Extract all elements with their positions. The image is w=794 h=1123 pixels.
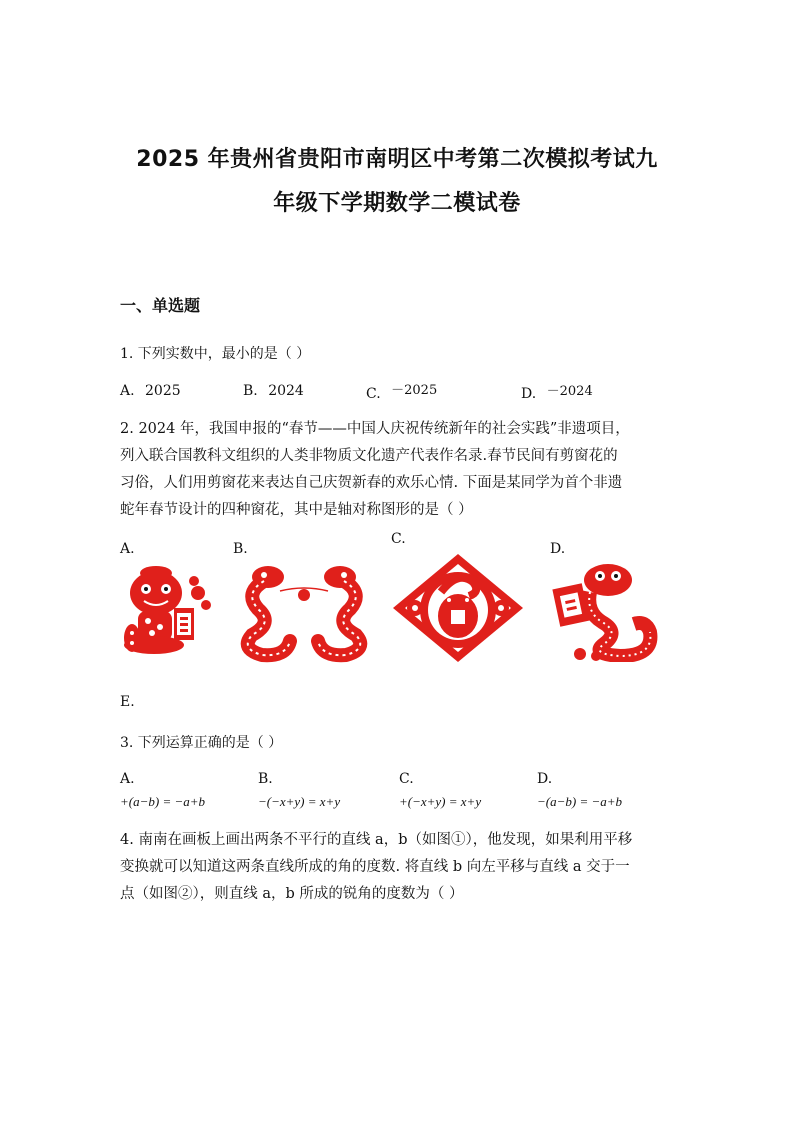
document-title xyxy=(100,138,694,226)
title-line-1: 2025 年贵州省贵阳市南明区中考第二次模拟考试九 xyxy=(136,147,658,172)
q3-option-a-label: A. xyxy=(120,771,135,787)
q1-option-b: B. 2024 xyxy=(243,383,304,399)
twin-snakes-papercut-icon xyxy=(234,563,374,663)
q3-option-b-label: B. xyxy=(258,771,273,787)
q3-option-d-label: D. xyxy=(537,771,553,787)
snake-medallion-papercut-icon xyxy=(391,552,525,664)
q1-option-d: D. －2024 xyxy=(521,384,593,402)
q2-label-c: C. xyxy=(391,531,406,547)
q1-stem: 1. 下列实数中，最小的是（ ） xyxy=(120,346,311,362)
q3-option-a-expr: +(a−b) = −a+b xyxy=(120,794,206,809)
q2-stem: 2. 2024 年，我国申报的“春节——中国人庆祝传统新年的社会实践”非遗项目， 列入联合国教科文组织的人类非物质文化遗产代表作名录.春节民间有剪窗花的 习俗，人们用剪窗花来表达自己庆贺新春的欢乐心情. 下面是某同学为首个非遗 蛇年春节设计的四种窗花，其中是轴对称图形的是（ ） xyxy=(120,421,630,518)
snake-scroll-papercut-icon xyxy=(550,562,660,662)
q4-stem: 4. 南南在画板上画出两条不平行的直线 a，b（如图①），他发现，如果利用平移 变换就可以知道这两条直线所成的角的度数. 将直线 b 向左平移与直线 a 交于一 点（如图②），则直线 a，b 所成的锐角的度数为（ ） xyxy=(120,832,633,902)
q2-label-b: B. xyxy=(233,541,248,557)
q2-label-a: A. xyxy=(120,541,135,557)
q1-option-a: A. 2025 xyxy=(120,383,181,399)
q2-label-d: D. xyxy=(550,541,566,557)
q2-label-e: E. xyxy=(120,694,135,710)
q1-option-c: C. －2025 xyxy=(366,383,438,402)
snake-papercut-icon xyxy=(118,563,213,658)
q3-option-c-label: C. xyxy=(399,771,414,787)
title-line-2: 年级下学期数学二模试卷 xyxy=(273,191,521,216)
q3-option-c-expr: +(−x+y) = x+y xyxy=(399,794,482,809)
q3-stem: 3. 下列运算正确的是（ ） xyxy=(120,735,283,751)
q3-option-b-expr: −(−x+y) = x+y xyxy=(258,794,341,809)
q3-option-d-expr: −(a−b) = −a+b xyxy=(537,794,623,809)
section-heading: 一、单选题 xyxy=(120,296,201,315)
